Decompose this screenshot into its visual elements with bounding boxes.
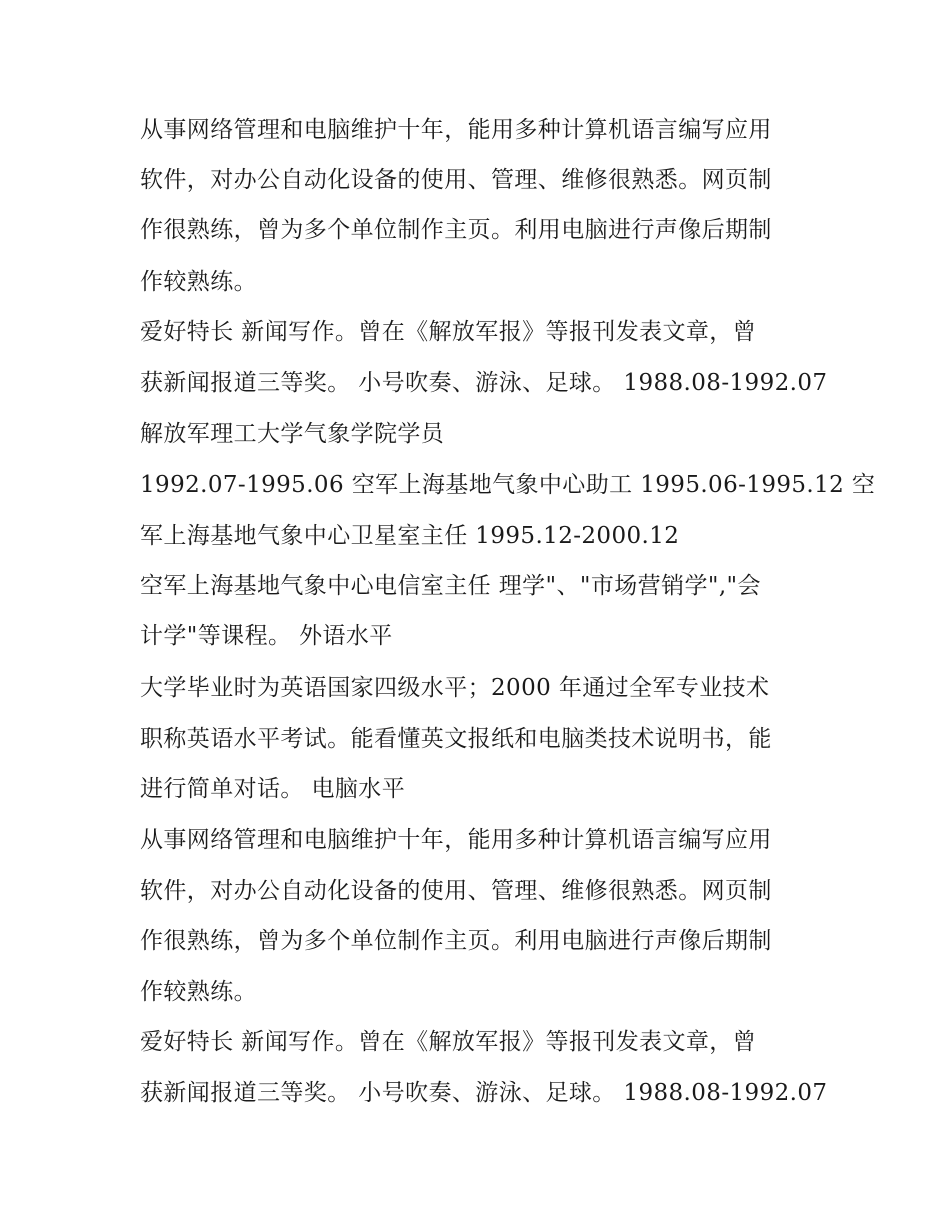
text-line: 军上海基地气象中心卫星室主任 1995.12-2000.12 (140, 523, 680, 549)
text-line: 职称英语水平考试。能看懂英文报纸和电脑类技术说明书，能 (140, 726, 772, 752)
text-line: 爱好特长 新闻写作。曾在《解放军报》等报刊发表文章，曾 (140, 319, 757, 345)
text-line: 作较熟练。 (140, 269, 257, 295)
text-line: 获新闻报道三等奖。 小号吹奏、游泳、足球。 1988.08-1992.07 (140, 370, 828, 396)
text-line: 空军上海基地气象中心电信室主任 理学"、"市场营销学","会 (140, 573, 761, 599)
text-line: 从事网络管理和电脑维护十年，能用多种计算机语言编写应用 (140, 117, 772, 143)
text-line: 解放军理工大学气象学院学员 (140, 421, 445, 447)
text-line: 计学"等课程。 外语水平 (140, 623, 393, 649)
text-line: 获新闻报道三等奖。 小号吹奏、游泳、足球。 1988.08-1992.07 (140, 1080, 828, 1106)
text-line: 软件，对办公自动化设备的使用、管理、维修很熟悉。网页制 (140, 878, 772, 904)
text-line: 进行简单对话。 电脑水平 (140, 776, 406, 802)
text-line: 软件，对办公自动化设备的使用、管理、维修很熟悉。网页制 (140, 167, 772, 193)
text-line: 作很熟练，曾为多个单位制作主页。利用电脑进行声像后期制 (140, 928, 772, 954)
text-line: 大学毕业时为英语国家四级水平；2000 年通过全军专业技术 (140, 675, 770, 701)
text-line: 作较熟练。 (140, 979, 257, 1005)
text-line: 1992.07-1995.06 空军上海基地气象中心助工 1995.06-1995.12 空 (140, 472, 876, 498)
text-line: 从事网络管理和电脑维护十年，能用多种计算机语言编写应用 (140, 827, 772, 853)
text-line: 爱好特长 新闻写作。曾在《解放军报》等报刊发表文章，曾 (140, 1029, 757, 1055)
text-line: 作很熟练，曾为多个单位制作主页。利用电脑进行声像后期制 (140, 217, 772, 243)
